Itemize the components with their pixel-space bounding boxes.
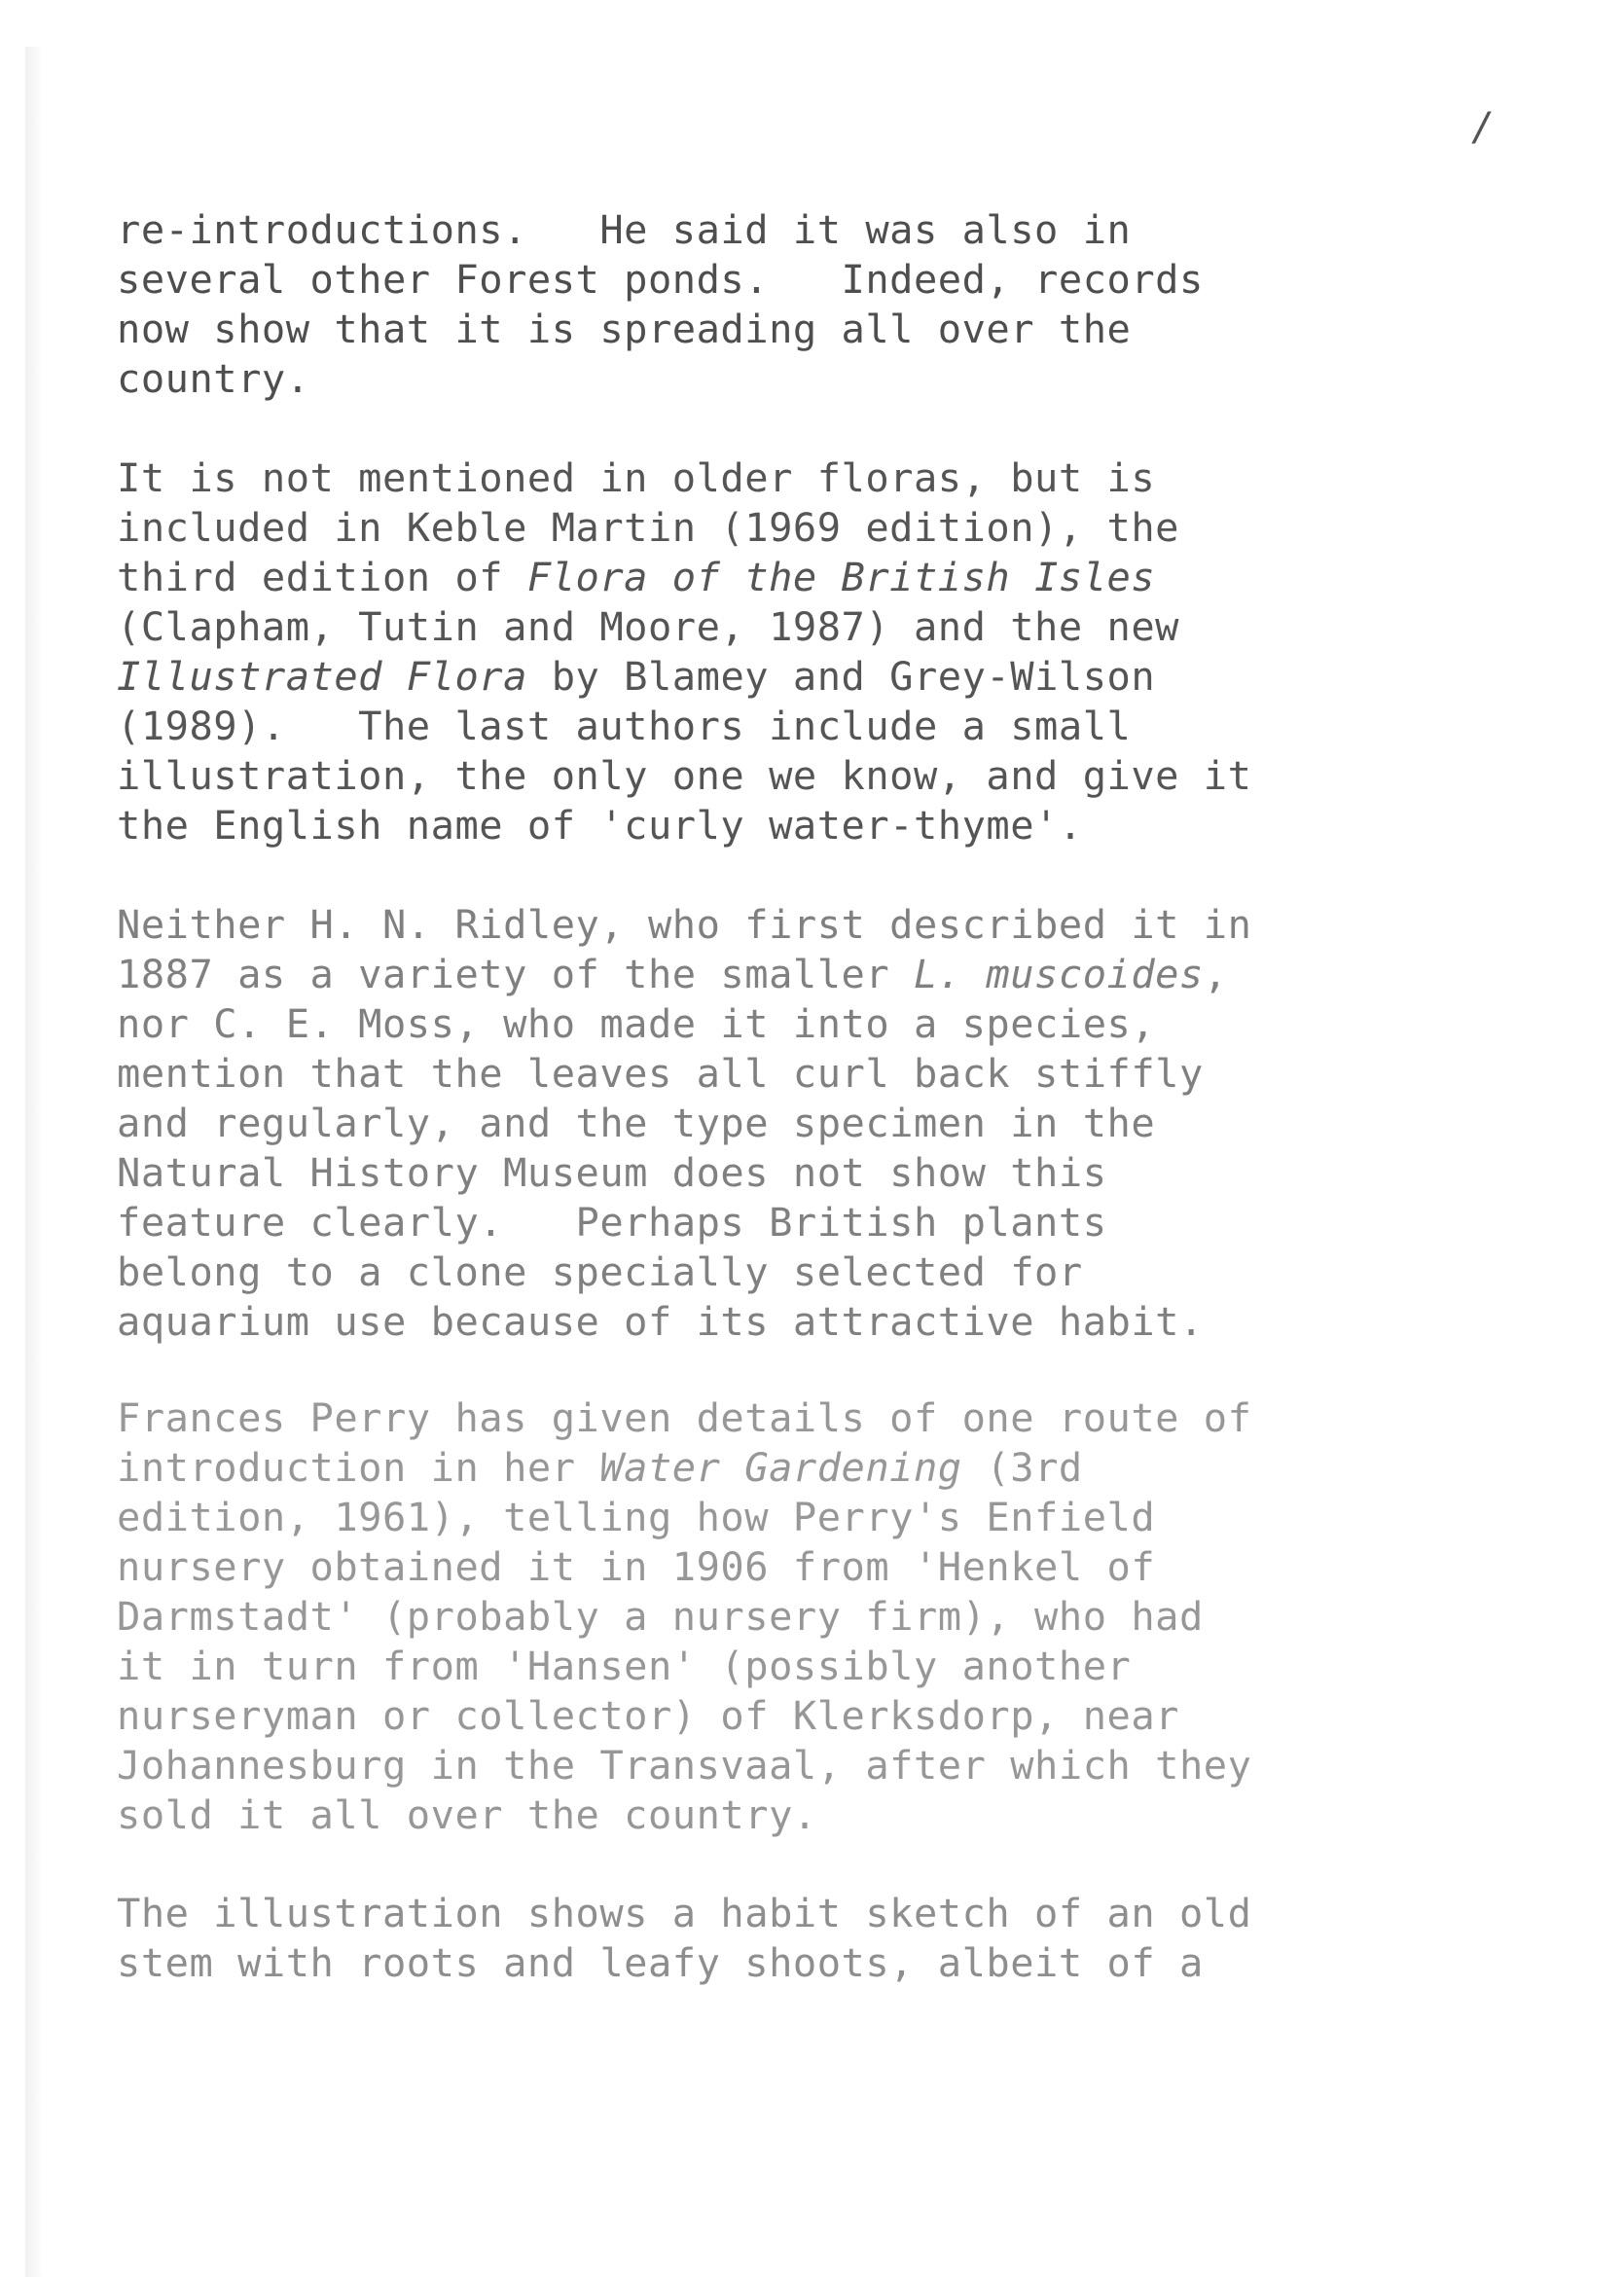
paragraph-4 (117, 1393, 1251, 1840)
text-run: , (1203, 951, 1228, 997)
text-line (117, 255, 1204, 305)
text-line (117, 1247, 1251, 1297)
text-run: 1887 as a variety of the smaller (117, 951, 914, 997)
text-run: included in Keble Martin (1969 edition), the (117, 504, 1179, 551)
text-line (117, 950, 1251, 999)
text-run: Natural History Museum does not show this (117, 1149, 1107, 1196)
italic-title: L. muscoides (913, 951, 1204, 997)
text-line (117, 1691, 1251, 1741)
text-line (117, 702, 1251, 751)
text-line (117, 503, 1251, 553)
text-line (117, 801, 1251, 850)
text-run: re-introductions. He said it was also in (117, 206, 1132, 253)
text-line (117, 602, 1251, 652)
text-line (117, 999, 1251, 1049)
text-run: (Clapham, Tutin and Moore, 1987) and the new (117, 603, 1179, 650)
text-run: by Blamey and Grey-Wilson (526, 653, 1156, 700)
text-line (117, 1642, 1251, 1691)
text-run: edition, 1961), telling how Perry's Enfield (117, 1494, 1156, 1540)
italic-title: Illustrated Flora (117, 653, 527, 700)
text-line (117, 1889, 1251, 1938)
text-run: sold it all over the country. (117, 1791, 817, 1838)
paragraph-5 (117, 1889, 1251, 1988)
text-line (117, 1393, 1251, 1443)
text-run: illustration, the only one we know, and give it (117, 752, 1252, 799)
text-line (117, 900, 1251, 950)
text-run: The illustration shows a habit sketch of an old (117, 1890, 1252, 1936)
text-run: Frances Perry has given details of one route of (117, 1394, 1252, 1441)
text-line (117, 1741, 1251, 1790)
text-run: (3rd (961, 1444, 1083, 1491)
text-run: nor C. E. Moss, who made it into a species, (117, 1000, 1156, 1047)
text-run: the English name of 'curly water-thyme'. (117, 802, 1083, 849)
text-run: country. (117, 355, 310, 402)
text-run: (1989). The last authors include a small (117, 703, 1132, 749)
text-run: introduction in her (117, 1444, 600, 1491)
text-line (117, 553, 1251, 602)
text-line (117, 1542, 1251, 1592)
paragraph-3 (117, 900, 1251, 1347)
text-run: It is not mentioned in older floras, but is (117, 454, 1156, 501)
page-mark: / (1471, 105, 1496, 150)
text-line (117, 751, 1251, 801)
text-run: belong to a clone specially selected for (117, 1248, 1083, 1295)
text-line (117, 1790, 1251, 1840)
text-line (117, 1049, 1251, 1099)
text-run: nurseryman or collector) of Klerksdorp, near (117, 1692, 1179, 1739)
paragraph-1 (117, 205, 1204, 404)
text-line (117, 453, 1251, 503)
text-run: Johannesburg in the Transvaal, after which they (117, 1742, 1252, 1789)
text-run: now show that it is spreading all over the (117, 306, 1132, 352)
text-line (117, 1099, 1251, 1148)
text-line (117, 354, 1204, 404)
text-line (117, 305, 1204, 354)
text-run: aquarium use because of its attractive habit. (117, 1298, 1204, 1345)
text-line (117, 1938, 1251, 1988)
text-run: and regularly, and the type specimen in the (117, 1100, 1156, 1146)
italic-title: Flora of the British Isles (526, 554, 1156, 600)
text-line (117, 1297, 1251, 1347)
text-run: third edition of (117, 554, 527, 600)
text-line (117, 205, 1204, 255)
text-line (117, 1493, 1251, 1542)
text-line (117, 652, 1251, 702)
text-run: several other Forest ponds. Indeed, records (117, 256, 1204, 303)
text-line (117, 1198, 1251, 1247)
text-line (117, 1592, 1251, 1642)
text-run: nursery obtained it in 1906 from 'Henkel of (117, 1543, 1156, 1590)
scan-edge-shadow (25, 47, 43, 2277)
italic-title: Water Gardening (599, 1444, 962, 1491)
text-run: Neither H. N. Ridley, who first described it in (117, 901, 1252, 948)
text-run: it in turn from 'Hansen' (possibly another (117, 1643, 1132, 1689)
text-run: feature clearly. Perhaps British plants (117, 1199, 1107, 1246)
text-run: stem with roots and leafy shoots, albeit of a (117, 1939, 1204, 1986)
text-run: Darmstadt' (probably a nursery firm), who had (117, 1593, 1204, 1640)
text-line (117, 1148, 1251, 1198)
text-line (117, 1443, 1251, 1493)
paragraph-2 (117, 453, 1251, 850)
text-run: mention that the leaves all curl back stiffly (117, 1050, 1204, 1097)
